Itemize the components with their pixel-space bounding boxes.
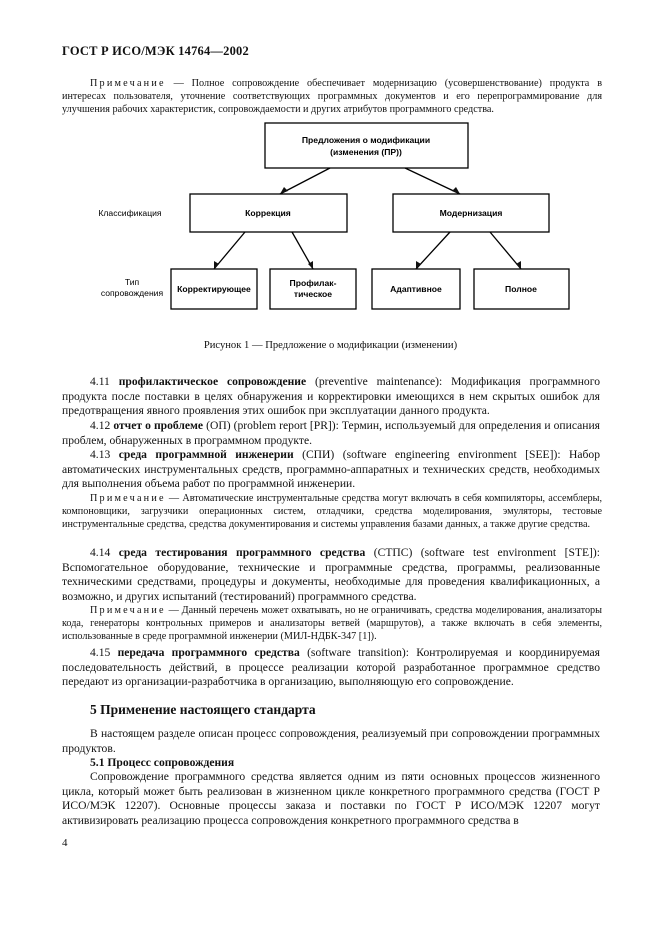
term: среда программной инженерии bbox=[118, 448, 294, 461]
note-list bbox=[62, 605, 602, 643]
modernization-label: Модернизация bbox=[439, 208, 503, 218]
document-header: ГОСТ Р ИСО/МЭК 14764—2002 bbox=[62, 44, 249, 58]
note-full-maintenance bbox=[62, 78, 602, 116]
root-label-line1: Предложения о модификации bbox=[301, 135, 431, 145]
corrective-label: Корректирующее bbox=[177, 284, 251, 294]
section-5-1-body: Сопровождение программного средства является одним из пяти основных процессов жизненного цикла, который может быть реализован в жизненном цикле конкретного программного средства (ГОСТ Р ИСО/МЭК 12207). Основные процессы заказа и поставки по ГОСТ Р ИСО/МЭК 12207 могут активизировать реализацию процесса сопровождения конкретного программного средства в bbox=[62, 770, 600, 827]
correction-label: Коррекция bbox=[245, 208, 291, 218]
type-label-line2: сопровождения bbox=[100, 288, 164, 298]
note-label: Примечание bbox=[90, 78, 166, 89]
adaptive-label: Адаптивное bbox=[390, 284, 442, 294]
definition-4-12: 4.12 отчет о проблеме (ОП) (problem report [PR]): Термин, используемый для определения и описания проблем, обнаруженных в программном продукте. bbox=[62, 419, 601, 447]
preventive-label-line2: тическое bbox=[293, 289, 333, 299]
note-tools bbox=[62, 493, 602, 531]
classification-label: Классификация bbox=[98, 208, 162, 218]
note-text: — Полное сопровождение обеспечивает модернизацию (усовершенствование) продукта в интересах пользователя, уточнение соответствующих программных документов и его перепрограммирование для улучшения рабочих характеристик, сопровождаемости и других атрибутов программного средства. bbox=[62, 78, 602, 115]
root-box bbox=[265, 123, 468, 168]
preventive-label-line1: Профилак- bbox=[289, 278, 337, 288]
page-number: 4 bbox=[62, 837, 68, 849]
term: среда тестирования программного средства bbox=[118, 546, 366, 559]
term: отчет о проблеме bbox=[113, 419, 204, 432]
type-label-line1: Тип bbox=[124, 277, 140, 287]
note-label: Примечание bbox=[90, 493, 166, 504]
definition-4-14: 4.14 среда тестирования программного средства (СТПС) (software test environment [STE]): Вспомогательное оборудование, технические и программные средства, программы, реализованные техническими средствами, процедуры и документы, необходимые для проведения квалификационных, а возможно, и других испытаний (тестирований) программного средства. bbox=[62, 546, 601, 603]
definition-4-13: 4.13 среда программной инженерии (СПИ) (software engineering environment [SEE]): Набор автоматических инструментальных средств, программно-аппаратных и технических средств, необходимых для выполнения объема работ по программной инженерии. bbox=[62, 448, 600, 491]
section-5-1-heading: 5.1 Процесс сопровождения bbox=[90, 756, 235, 769]
term: профилактическое сопровождение bbox=[118, 375, 307, 388]
full-label: Полное bbox=[505, 284, 537, 294]
section-5-intro: В настоящем разделе описан процесс сопровождения, реализуемый при сопровождении программных продуктов. bbox=[62, 727, 600, 755]
root-label-line2: (изменения (ПР)) bbox=[330, 147, 402, 157]
note-text: — Автоматические инструментальные средства могут включать в себя компиляторы, ассемблеры, компоновщики, загрузчики операционных систем, отладчики, средства моделирования, эмуляторы, тестовые инструментальные средства, средства документирования и системы управления базами данных, а также другие средства. bbox=[62, 493, 602, 530]
definition-4-11: 4.11 профилактическое сопровождение (preventive maintenance): Модификация программного продукта после поставки в целях обнаружения и корректировки имеющихся в нем скрытых ошибок для предотвращения явного проявления этих ошибок при эксплуатации данного продукта. bbox=[62, 375, 600, 418]
modification-diagram bbox=[0, 118, 661, 318]
note-text: — Данный перечень может охватывать, но не ограничивать, средства моделирования, анализаторы кода, генераторы контрольных примеров и анализаторы ветвей (маршрутов), а также включать в себя элементы, использованные в среде программной инженерии (МИЛ-НДБК-347 [1]). bbox=[62, 605, 602, 642]
section-5-heading: 5 Применение настоящего стандарта bbox=[90, 702, 316, 717]
note-label: Примечание bbox=[90, 605, 166, 616]
figure-caption: Рисунок 1 — Предложение о модификации (изменении) bbox=[203, 340, 458, 351]
term: передача программного средства bbox=[117, 646, 300, 659]
definition-4-15: 4.15 передача программного средства (software transition): Контролируемая и координируемая последовательность действий, в процессе реализации которой разработанное программное средство передают из организации-разработчика в организацию, выполняющую его сопровождение. bbox=[62, 646, 600, 689]
